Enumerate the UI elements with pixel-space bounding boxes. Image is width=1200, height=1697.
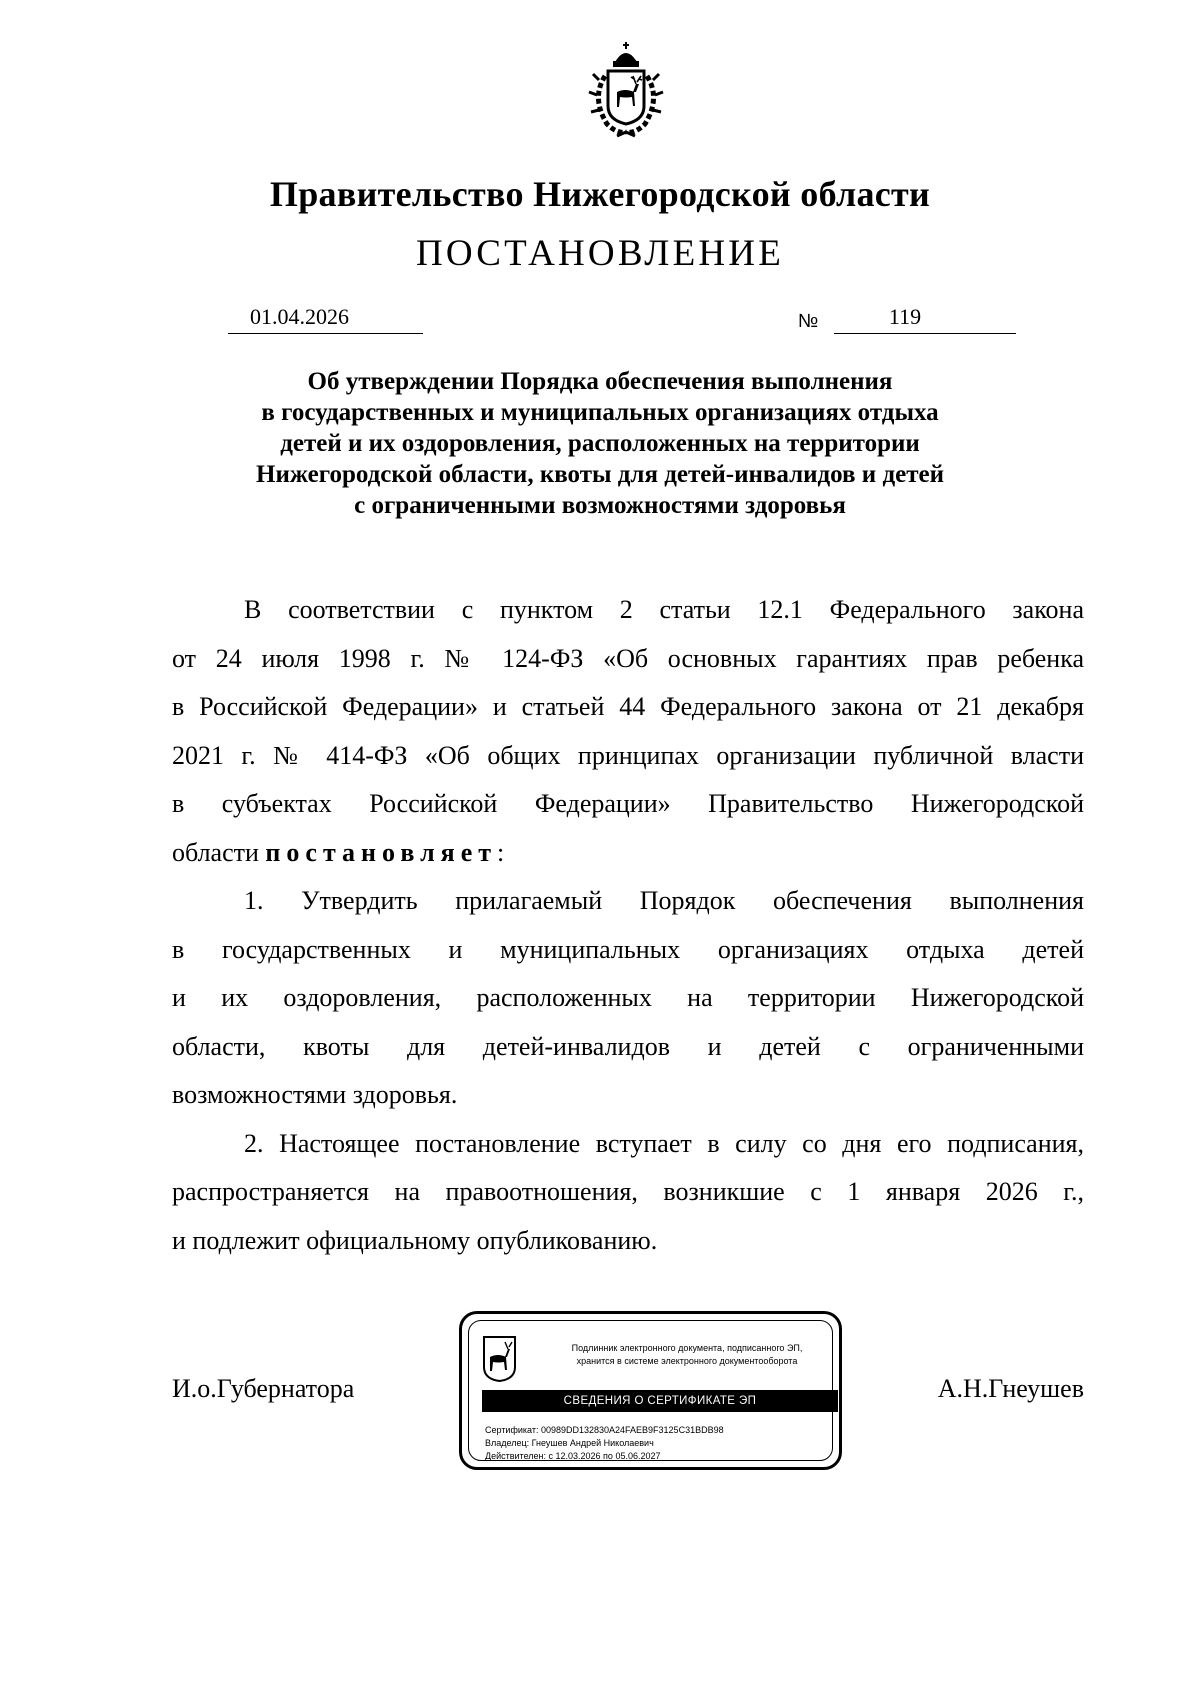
body-line: [172, 829, 1084, 878]
stamp-frame: [468, 1320, 833, 1461]
preamble-last-suffix: :: [497, 837, 505, 867]
item-1: [172, 877, 1084, 1120]
signatory-position: И.о.Губернатора: [172, 1374, 355, 1403]
body-line: распространяется на правоотношения, возникшие с 1 января 2026 г.,: [172, 1177, 1084, 1206]
certificate-owner: Владелец: Гнеушев Андрей Николаевич: [485, 1438, 654, 1448]
document-date: 01.04.2026: [228, 304, 423, 334]
body-line: области, квоты для детей-инвалидов и детей с ограниченными: [172, 1031, 1084, 1061]
body-line: возможностями здоровья.: [172, 1080, 458, 1109]
stamp-header: СВЕДЕНИЯ О СЕРТИФИКАТЕ ЭП: [482, 1390, 838, 1412]
title-line: с ограниченными возможностями здоровья: [354, 492, 846, 519]
document-title: [200, 366, 1000, 521]
coat-of-arms-icon: [579, 40, 673, 145]
body-line: 1. Утвердить прилагаемый Порядок обеспечения выполнения: [244, 886, 1084, 915]
stamp-note: [541, 1342, 833, 1368]
title-line: Об утверждении Порядка обеспечения выполнения: [307, 368, 893, 395]
body-line: в субъектах Российской Федерации» Правительство Нижегородской: [172, 789, 1084, 818]
body-line: В соответствии с пунктом 2 статьи 12.1 Федерального закона: [244, 595, 1084, 624]
shield-deer-icon: [482, 1335, 517, 1383]
body-line: 2. Настоящее постановление вступает в силу со дня его подписания,: [244, 1128, 1084, 1158]
certificate-number: Сертификат: 00989DD132830A24FAEB9F3125C31BDB98: [485, 1425, 724, 1435]
certificate-details: [485, 1424, 724, 1463]
title-line: детей и их оздоровления, расположенных на территории: [280, 430, 920, 457]
number-sign: №: [798, 311, 819, 332]
body-line: 2021 г. № 414-ФЗ «Об общих принципах организации публичной власти: [172, 740, 1084, 770]
title-line: в государственных и муниципальных организациях отдыха: [261, 399, 939, 426]
stamp-note-line: Подлинник электронного документа, подписанного ЭП,: [571, 1343, 803, 1353]
body-line: и подлежит официальному опубликованию.: [172, 1225, 658, 1255]
body-line: от 24 июля 1998 г. № 124-ФЗ «Об основных гарантиях прав ребенка: [172, 643, 1084, 673]
decree-word: постановляет: [265, 837, 498, 867]
document-number: 119: [834, 304, 1016, 334]
body-line: в государственных и муниципальных организациях отдыха детей: [172, 934, 1084, 964]
electronic-signature-stamp: [459, 1311, 842, 1470]
certificate-validity: Действителен: с 12.03.2026 по 05.06.2027: [485, 1451, 661, 1461]
body-line: в Российской Федерации» и статьей 44 Федерального закона от 21 декабря: [172, 692, 1084, 721]
preamble-last-prefix: области: [172, 837, 259, 867]
document-body: [172, 586, 1084, 1265]
item-2: [172, 1120, 1084, 1266]
document-type: ПОСТАНОВЛЕНИЕ: [415, 233, 785, 274]
signatory-name: А.Н.Гнеушев: [937, 1374, 1084, 1403]
title-line: Нижегородской области, квоты для детей-инвалидов и детей: [256, 461, 944, 488]
body-line: и их оздоровления, расположенных на территории Нижегородской: [172, 983, 1084, 1012]
stamp-note-line: хранится в системе электронного документооборота: [576, 1356, 798, 1366]
organization-name: Правительство Нижегородской области: [269, 174, 931, 214]
preamble: [172, 586, 1084, 877]
